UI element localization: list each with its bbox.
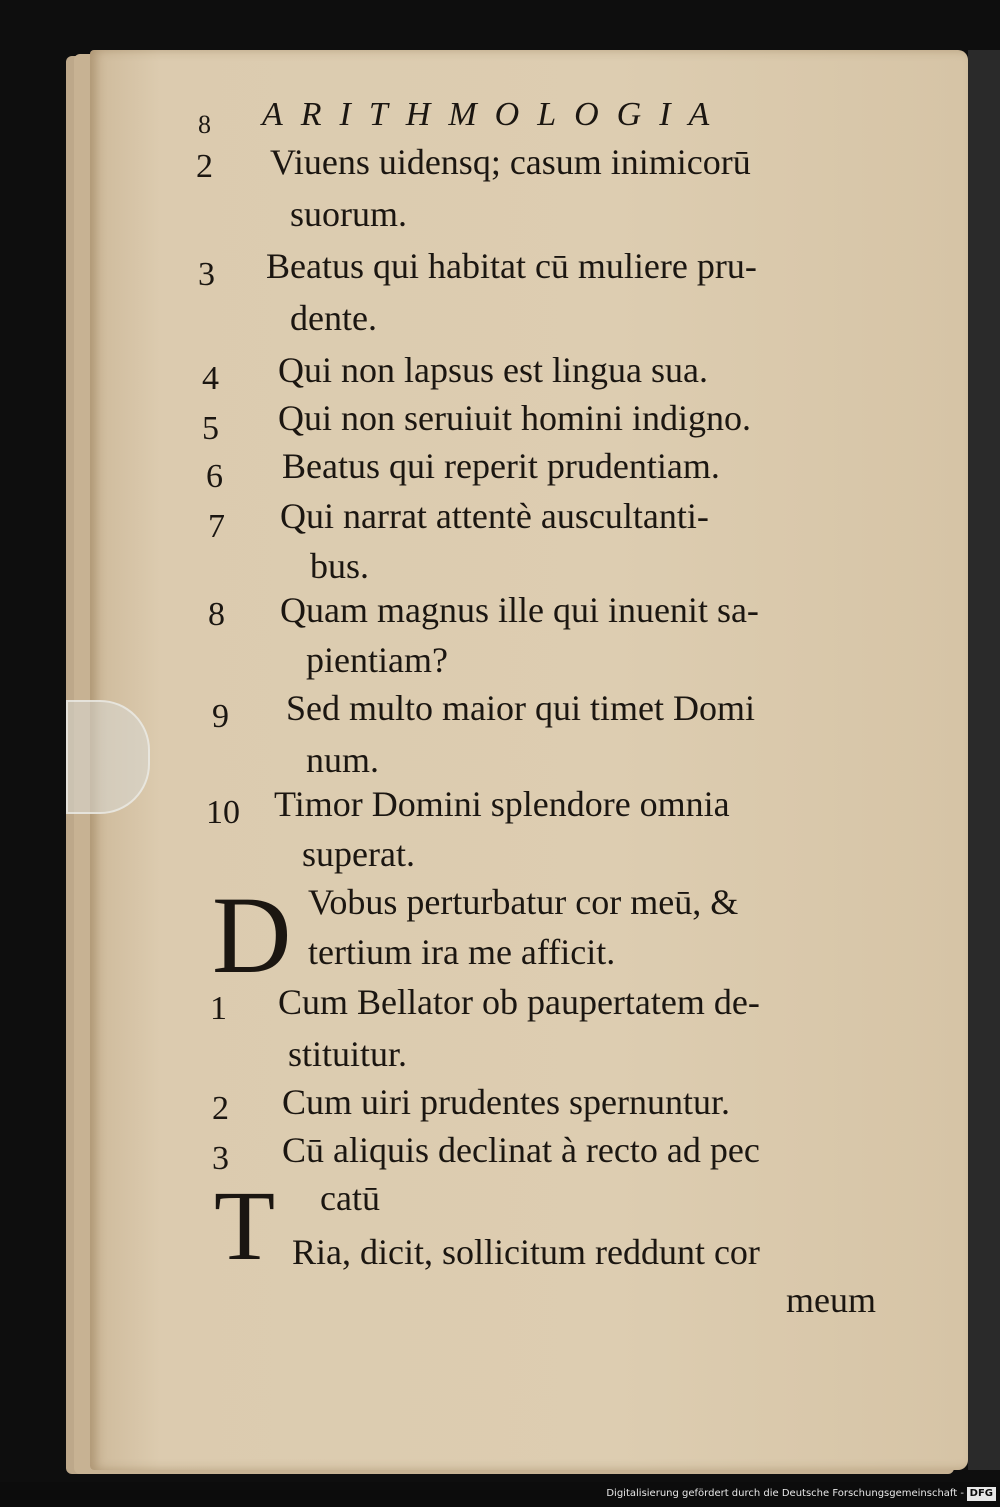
text-line: Qui non lapsus est lingua sua. — [278, 350, 708, 390]
text-line: Quam magnus ille qui inuenit sa- — [280, 590, 759, 630]
text-line: Qui non seruiuit homini indigno. — [278, 398, 751, 438]
text-line: superat. — [302, 834, 415, 874]
line-number: 1 — [210, 990, 227, 1027]
text-line: Beatus qui reperit prudentiam. — [282, 446, 720, 486]
text-line: Sed multo maior qui timet Domi — [286, 688, 755, 728]
text-line: Cum uiri prudentes spernuntur. — [282, 1082, 730, 1122]
line-number: 3 — [212, 1140, 229, 1177]
text-line: Qui narrat attentè auscultanti- — [280, 496, 709, 536]
text-line: suorum. — [290, 194, 407, 234]
text-line: pientiam? — [306, 640, 448, 680]
text-line: bus. — [310, 546, 370, 586]
page-number: 8 — [198, 110, 211, 139]
line-number: 7 — [208, 508, 225, 545]
text-line: Ria, dicit, sollicitum reddunt cor — [292, 1232, 760, 1272]
page-right-edge — [968, 50, 1000, 1470]
text-line: num. — [306, 740, 380, 780]
running-title: ARITHMOLOGIA — [262, 96, 728, 133]
text-line: stituitur. — [288, 1034, 408, 1074]
text-line: tertium ira me afficit. — [308, 932, 616, 972]
line-number: 4 — [202, 360, 219, 397]
line-number: 6 — [206, 458, 223, 495]
line-number: 2 — [212, 1090, 229, 1127]
text-line: Cum Bellator ob paupertatem de- — [278, 982, 760, 1022]
text-line: dente. — [290, 298, 377, 338]
line-number: 10 — [206, 794, 240, 831]
line-number: 2 — [196, 148, 213, 185]
text-line: Beatus qui habitat cū muliere pru- — [266, 246, 757, 286]
footer-credit: Digitalisierung gefördert durch die Deutsche Forschungsgemeinschaft - — [606, 1488, 964, 1499]
line-number: 8 — [208, 596, 225, 633]
catchword: meum — [786, 1280, 876, 1320]
line-number: 3 — [198, 256, 215, 293]
text-line: Cū aliquis declinat à recto ad pec — [282, 1130, 760, 1170]
dfg-logo: DFG — [967, 1487, 996, 1501]
text-line: catū — [320, 1178, 380, 1218]
text-line: Viuens uidensq; casum inimicorū — [270, 142, 751, 182]
line-number: 9 — [212, 698, 229, 735]
drop-cap-t: T — [214, 1170, 276, 1281]
text-line: Vobus perturbatur cor meū, & — [308, 882, 739, 922]
drop-cap-d: D — [212, 874, 292, 996]
page-clip — [66, 700, 150, 814]
line-number: 5 — [202, 410, 219, 447]
text-line: Timor Domini splendore omnia — [274, 784, 730, 824]
